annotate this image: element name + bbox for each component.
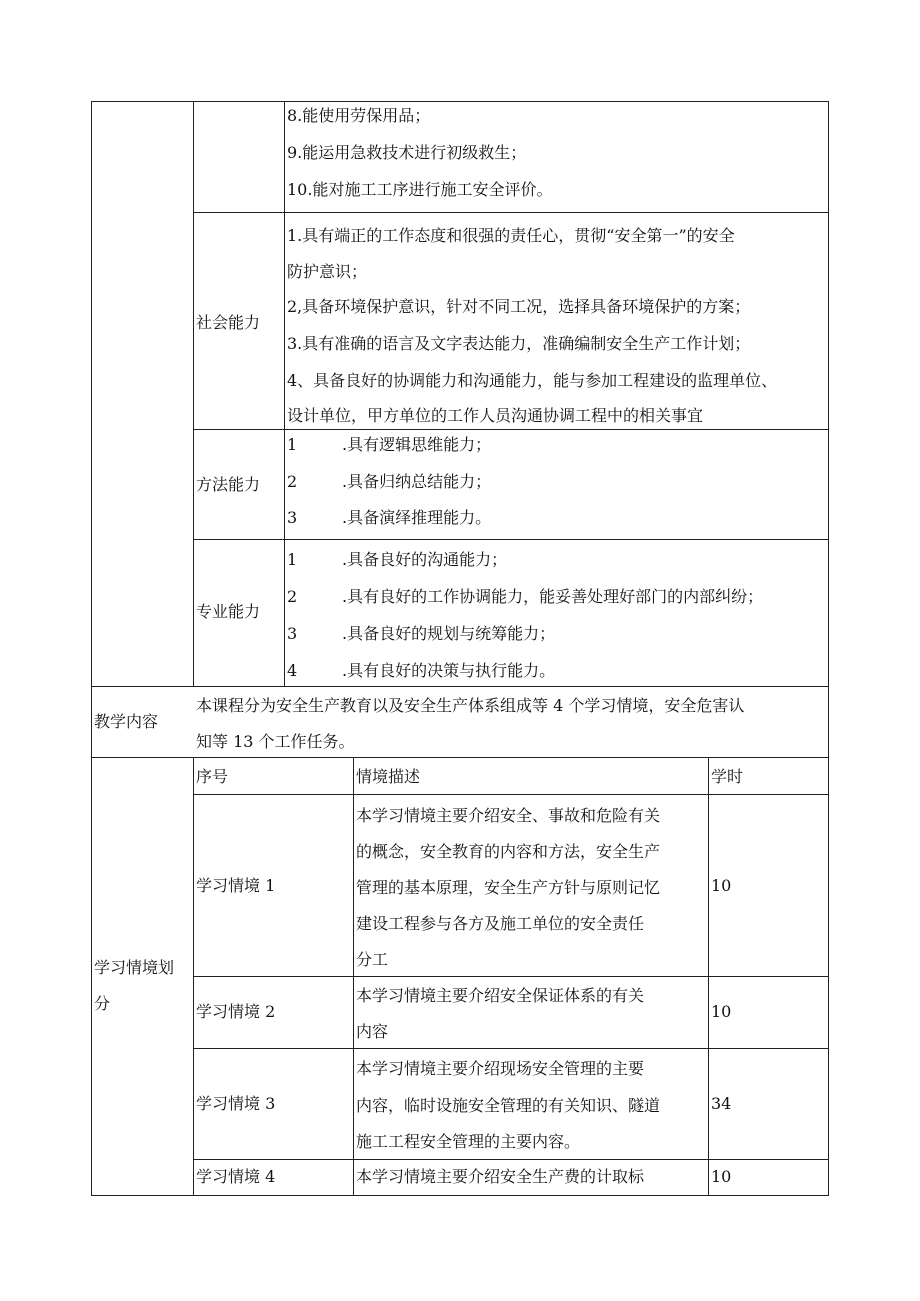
rule xyxy=(193,976,829,977)
method-ability-label: 方法能力 xyxy=(196,475,261,494)
situations-label: 学习情境划 xyxy=(94,958,175,977)
situation-hours: 10 xyxy=(711,1167,732,1186)
situation-desc-line: 内容 xyxy=(356,1022,389,1041)
professional-item-number: 4 xyxy=(287,661,298,680)
method-item-text: .具有逻辑思维能力； xyxy=(342,435,492,454)
professional-item-text: .具有良好的决策与执行能力。 xyxy=(342,661,556,680)
social-ability-label: 社会能力 xyxy=(196,313,261,332)
rule xyxy=(828,101,829,1196)
professional-item-text: .具有良好的工作协调能力，能妥善处理好部门的内部纠纷； xyxy=(342,587,764,606)
social-ability-line: 2,具备环境保护意识，针对不同工况，选择具备环境保护的方案； xyxy=(287,297,751,316)
professional-item-number: 1 xyxy=(287,550,298,569)
ability-item-8: 8.能使用劳保用品； xyxy=(287,106,431,125)
situation-desc-line: 本学习情境主要介绍安全生产费的计取标 xyxy=(356,1167,645,1186)
situation-name: 学习情境 4 xyxy=(196,1167,276,1186)
method-item-number: 1 xyxy=(287,435,298,454)
method-item-number: 3 xyxy=(287,508,298,527)
situation-desc-line: 内容，临时设施安全管理的有关知识、隧道 xyxy=(356,1096,661,1115)
rule xyxy=(91,1195,829,1196)
social-ability-line: 1.具有端正的工作态度和很强的责任心，贯彻“安全第一”的安全 xyxy=(287,226,735,245)
header-hours: 学时 xyxy=(711,767,744,786)
situations-label: 分 xyxy=(94,994,111,1013)
situation-desc-line: 本学习情境主要介绍安全、事故和危险有关 xyxy=(356,806,661,825)
social-ability-line: 3.具有准确的语言及文字表达能力，准确编制安全生产工作计划； xyxy=(287,334,751,353)
rule xyxy=(193,101,194,687)
teaching-content-line: 知等 13 个工作任务。 xyxy=(196,732,355,751)
situation-desc-line: 本学习情境主要介绍安全保证体系的有关 xyxy=(356,986,645,1005)
professional-ability-label: 专业能力 xyxy=(196,602,261,621)
ability-item-10: 10.能对施工工序进行施工安全评价。 xyxy=(287,180,553,199)
situation-name: 学习情境 2 xyxy=(196,1002,276,1021)
professional-item-number: 2 xyxy=(287,587,298,606)
teaching-content-line: 本课程分为安全生产教育以及安全生产体系组成等 4 个学习情境，安全危害认 xyxy=(196,696,745,715)
situation-hours: 10 xyxy=(711,876,732,895)
rule xyxy=(91,757,829,758)
social-ability-line: 设计单位，甲方单位的工作人员沟通协调工程中的相关事宜 xyxy=(287,406,704,425)
method-item-text: .具备归纳总结能力； xyxy=(342,472,492,491)
professional-item-text: .具备良好的沟通能力； xyxy=(342,550,508,569)
header-desc: 情境描述 xyxy=(356,767,421,786)
situation-desc-line: 分工 xyxy=(356,950,389,969)
professional-item-text: .具备良好的规划与统筹能力； xyxy=(342,624,556,643)
situation-desc-line: 施工工程安全管理的主要内容。 xyxy=(356,1132,581,1151)
social-ability-line: 防护意识； xyxy=(287,262,368,281)
rule xyxy=(91,101,92,1196)
situation-desc-line: 本学习情境主要介绍现场安全管理的主要 xyxy=(356,1059,645,1078)
situation-desc-line: 建设工程参与各方及施工单位的安全责任 xyxy=(356,914,645,933)
rule xyxy=(91,686,829,687)
rule xyxy=(193,212,829,213)
rule xyxy=(193,1159,829,1160)
rule xyxy=(708,757,709,1196)
ability-item-9: 9.能运用急救技术进行初级救生； xyxy=(287,143,527,162)
situation-desc-line: 的概念，安全教育的内容和方法，安全生产 xyxy=(356,842,661,861)
rule xyxy=(193,794,829,795)
rule xyxy=(193,757,194,1196)
situation-hours: 34 xyxy=(711,1094,732,1113)
rule xyxy=(353,757,354,1196)
method-item-number: 2 xyxy=(287,472,298,491)
rule xyxy=(91,101,829,102)
rule xyxy=(193,539,829,540)
rule xyxy=(193,1048,829,1049)
situation-name: 学习情境 1 xyxy=(196,876,276,895)
situation-hours: 10 xyxy=(711,1002,732,1021)
professional-item-number: 3 xyxy=(287,624,298,643)
header-seq: 序号 xyxy=(196,767,229,786)
method-item-text: .具备演绎推理能力。 xyxy=(342,508,492,527)
situation-name: 学习情境 3 xyxy=(196,1094,276,1113)
social-ability-line: 4、具备良好的协调能力和沟通能力，能与参加工程建设的监理单位、 xyxy=(287,371,778,390)
rule xyxy=(284,101,285,687)
teaching-content-label: 教学内容 xyxy=(94,712,159,731)
rule xyxy=(193,429,829,430)
situation-desc-line: 管理的基本原理，安全生产方针与原则记忆 xyxy=(356,878,661,897)
